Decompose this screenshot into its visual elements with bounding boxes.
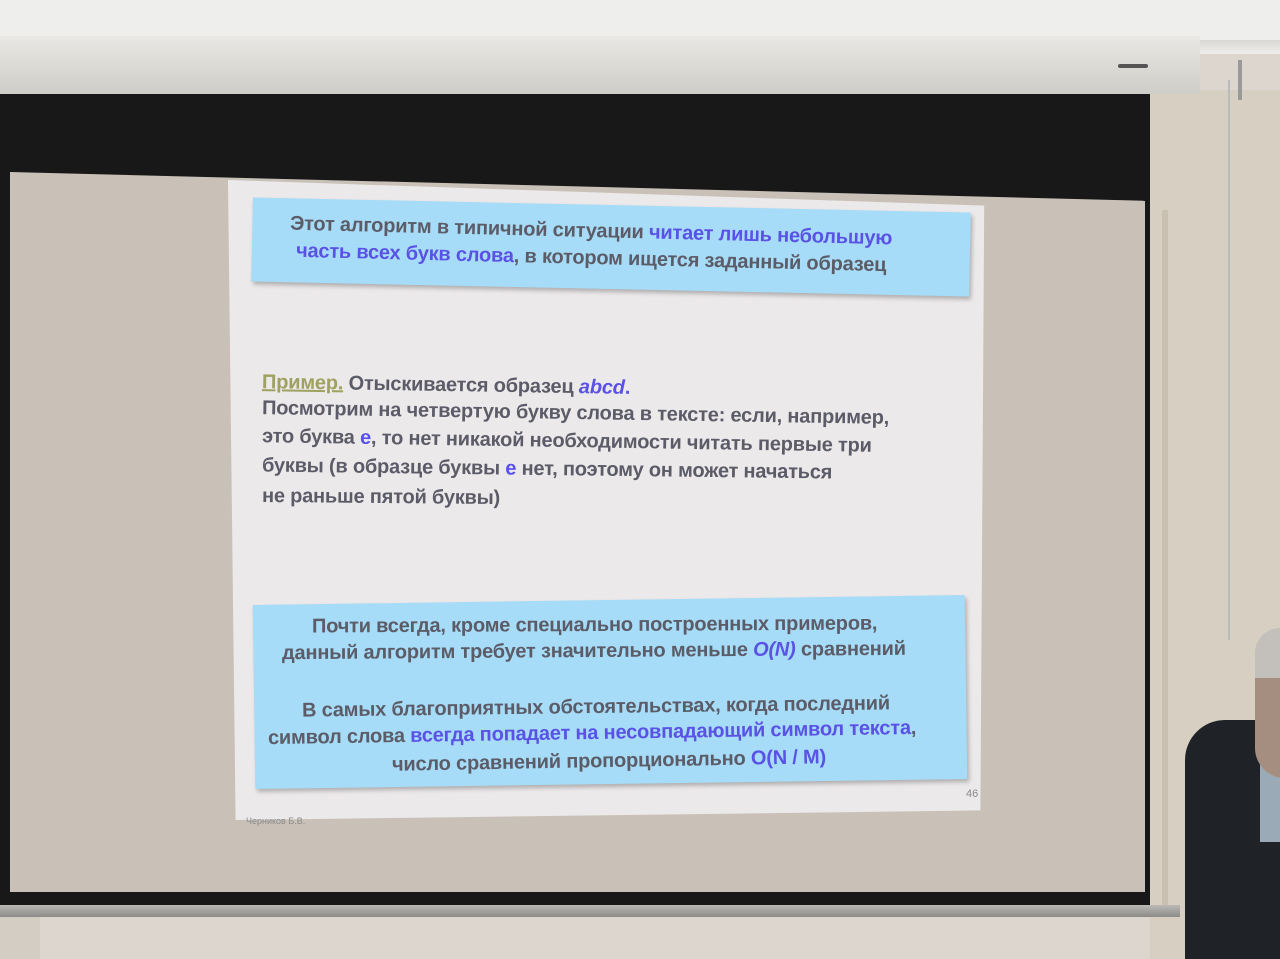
pattern-text: abcd (578, 376, 625, 399)
example-line2: Посмотрим на четвертую букву слова в тексте: если, например, (261, 397, 890, 429)
box2-line5: число сравнений пропорционально O(N / M) (391, 746, 827, 776)
wall-cable (1228, 80, 1230, 640)
box2-line2: данный алгоритм требует значительно меньше O(N) сравнений (281, 637, 906, 665)
box1-highlight-1: читает лишь небольшую (648, 221, 893, 250)
screen-bottom-bar (0, 905, 1180, 917)
example-line5: не раньше пятой буквы) (261, 484, 501, 510)
ceiling-mount (1238, 60, 1242, 100)
wall-trim (1162, 210, 1168, 910)
box1-highlight-2: часть всех букв слова (295, 239, 515, 268)
box2-line1: Почти всегда, кроме специально построенных примеров, (311, 612, 878, 638)
letter-e-1: e (359, 426, 372, 449)
big-o-n: O(N) (752, 638, 796, 661)
letter-e-2: e (505, 457, 517, 480)
box2-line4: символ слова всегда попадает на несовпадающий символ текста, (267, 716, 917, 750)
slide-author: Черников Б.В. (246, 816, 306, 826)
slide-page-number: 46 (966, 788, 979, 800)
box1-line2: часть всех букв слова, в котором ищется заданный образец (295, 239, 887, 277)
box2-line3: В самых благоприятных обстоятельствах, когда последний (301, 692, 891, 722)
screen-housing (0, 36, 1200, 94)
example-label: Пример. (261, 371, 344, 395)
example-line1: Пример. Отыскивается образец abcd. (261, 371, 631, 399)
housing-logo (1118, 64, 1148, 68)
example-line4: буквы (в образце буквы e нет, поэтому он может начаться (261, 454, 833, 484)
box1-line1: Этот алгоритм в типичной ситуации читает лишь небольшую (289, 212, 893, 250)
example-line3: это буква e, то нет никакой необходимости читать первые три (261, 425, 872, 457)
box2-highlight: всегда попадает на несовпадающий символ текста (409, 716, 911, 747)
big-o-n-m: O(N / M) (750, 746, 827, 770)
